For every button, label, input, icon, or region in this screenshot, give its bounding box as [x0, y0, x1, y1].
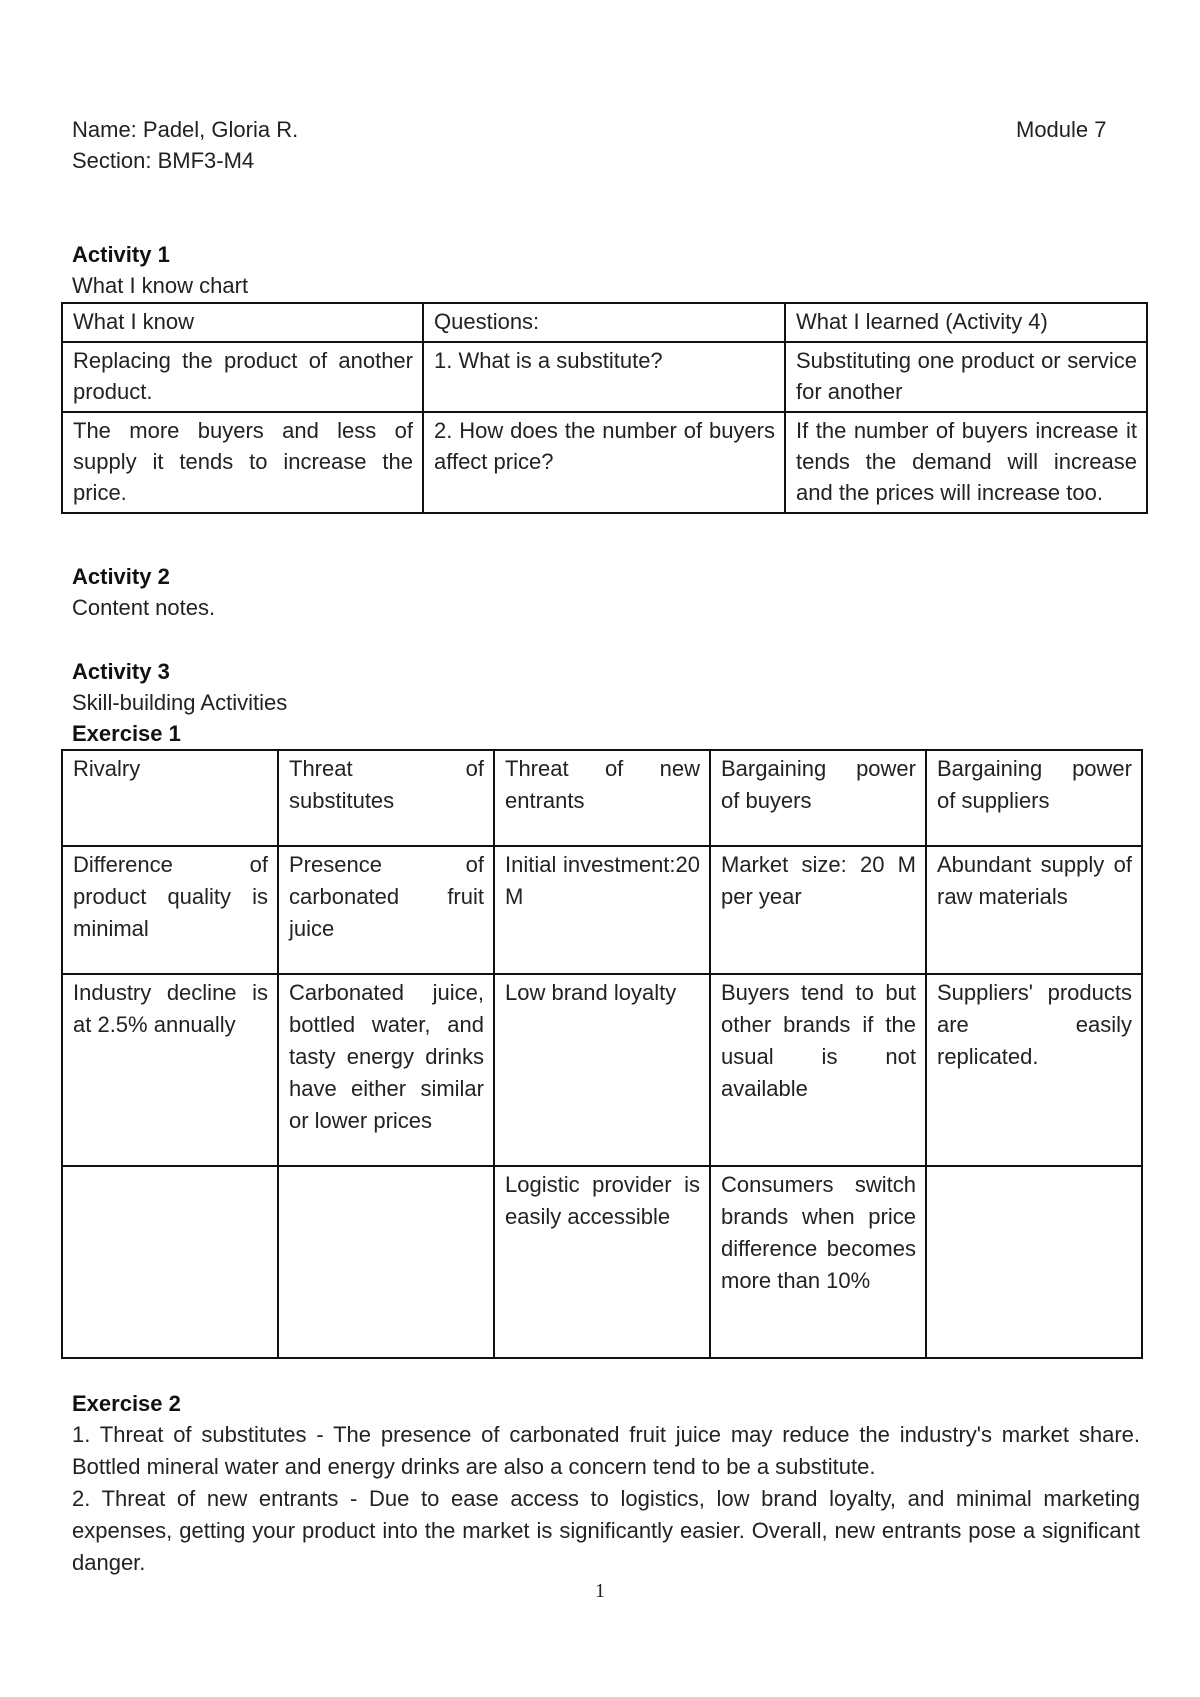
table-row [62, 974, 1142, 1166]
table-header-cell: Bargaining power of suppliers [926, 750, 1142, 846]
section-label: Section: BMF3-M4 [72, 148, 255, 173]
table-cell: Consumers switch brands when price difference becomes more than 10% [710, 1166, 926, 1358]
table-cell: Industry decline is at 2.5% annually [62, 974, 278, 1166]
exercise2-item: 2. Threat of new entrants - Due to ease access to logistics, low brand loyalty, and minimal marketing expenses, getting your product into the market is significantly easier. Overall, new entrants pose a significant danger. [72, 1486, 1140, 1575]
module-label: Module 7 [1016, 117, 1107, 142]
table-cell: Abundant supply of raw materials [926, 846, 1142, 974]
table-cell: Substituting one product or service for another [785, 342, 1147, 412]
activity1-subtitle: What I know chart [72, 273, 249, 298]
table-row [62, 412, 1147, 513]
table-cell: 1. What is a substitute? [423, 342, 785, 412]
exercise2-title: Exercise 2 [72, 1391, 181, 1416]
table-cell: 2. How does the number of buyers affect price? [423, 412, 785, 513]
table-cell: Difference of product quality is minimal [62, 846, 278, 974]
table-cell: Market size: 20 M per year [710, 846, 926, 974]
table-cell: The more buyers and less of supply it tends to increase the price. [62, 412, 423, 513]
table-cell: Initial investment:20 M [494, 846, 710, 974]
table-header-cell: What I learned (Activity 4) [785, 303, 1147, 342]
table-cell: Suppliers' products are easily replicated. [926, 974, 1142, 1166]
activity2-title: Activity 2 [72, 564, 170, 589]
exercise2-item: 1. Threat of substitutes - The presence of carbonated fruit juice may reduce the industry's market share. Bottled mineral water and energy drinks are also a concern tend to be a substitute. [72, 1422, 1140, 1479]
table-cell: Carbonated juice, bottled water, and tasty energy drinks have either similar or lower prices [278, 974, 494, 1166]
table-header-row [62, 303, 1147, 342]
exercise2-body [72, 1419, 1140, 1579]
table-cell: Replacing the product of another product. [62, 342, 423, 412]
table-cell: Buyers tend to but other brands if the usual is not available [710, 974, 926, 1166]
activity3-subtitle: Skill-building Activities [72, 690, 288, 715]
activity1-title: Activity 1 [72, 242, 170, 267]
table-row [62, 1166, 1142, 1358]
table-header-cell: What I know [62, 303, 423, 342]
table-cell [62, 1166, 278, 1358]
exercise1-title: Exercise 1 [72, 721, 181, 746]
table-cell: If the number of buyers increase it tends the demand will increase and the prices will increase too. [785, 412, 1147, 513]
page-number: 1 [595, 1580, 605, 1602]
table-cell [926, 1166, 1142, 1358]
what-i-know-table [61, 302, 1148, 514]
table-cell: Low brand loyalty [494, 974, 710, 1166]
table-header-row [62, 750, 1142, 846]
five-forces-table [61, 749, 1143, 1359]
table-cell [278, 1166, 494, 1358]
table-row [62, 846, 1142, 974]
table-header-cell: Rivalry [62, 750, 278, 846]
table-header-cell: Bargaining power of buyers [710, 750, 926, 846]
table-header-cell: Threat of new entrants [494, 750, 710, 846]
activity2-subtitle: Content notes. [72, 595, 216, 620]
table-row [62, 342, 1147, 412]
table-cell: Logistic provider is easily accessible [494, 1166, 710, 1358]
table-header-cell: Threat of substitutes [278, 750, 494, 846]
table-header-cell: Questions: [423, 303, 785, 342]
activity3-title: Activity 3 [72, 659, 170, 684]
student-name: Name: Padel, Gloria R. [72, 117, 299, 142]
table-cell: Presence of carbonated fruit juice [278, 846, 494, 974]
